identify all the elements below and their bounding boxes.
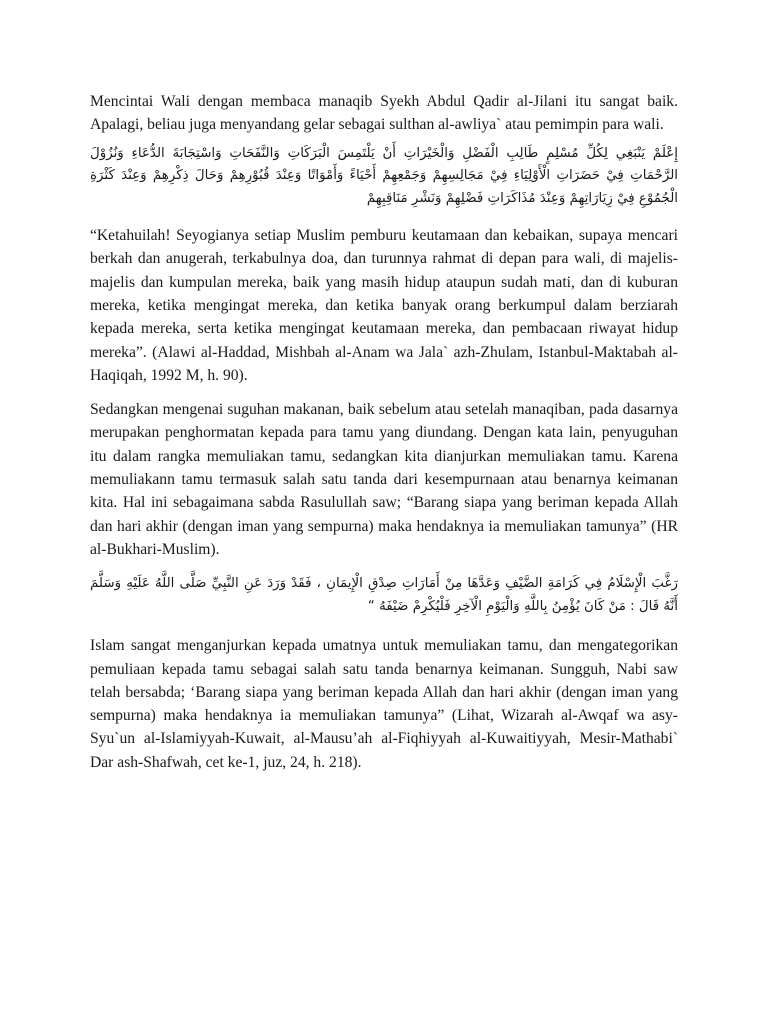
- arabic-quote-hadith: رَغَّبَ الْإِسْلَامُ فِي كَرَامَةِ الضَّيْفِ وَعَدَّهَا مِنْ أَمَارَاتِ صِدْقِ الْإِيمَانِ ، فَقَدْ وَرَدَ عَنِ النَّبِيِّ صَلَّى اللَّهُ عَلَيْهِ وَسَلَّمَ أَنَّهُ قَالَ : مَنْ كَانَ يُؤْمِنُ بِاللَّهِ وَالْيَوْمِ الْآخِرِ فَلْيُكْرِمْ ضَيْفَهُ “: [90, 576, 678, 614]
- arabic-quote-haddad: إِعْلَمْ يَنْبَغِي لِكُلِّ مُسْلِمٍ طَالِبِ الْفَضْلِ وَالْخَيْرَاتِ أَنْ يَلْتَمِسَ الْبَرَكَاتِ وَالنَّفَحَاتِ وَاسْتِجَابَةَ الدُّعَاءِ وَنُزُوْلَ الرَّحْمَاتِ فِيْ حَضَرَاتِ الْأَوْلِيَاءِ فِيْ مَجَالِسِهِمْ وَجَمْعِهِمْ أَحْيَاءً وَأَمْوَاتًا وَعِنْدَ قُبُوْرِهِمْ وَحَالَ ذِكْرِهِمْ وَعِنْدَ كَثْرَةِ الْجُمُوْعِ فِيْ زِيَارَاتِهِمْ وَعِنْدَ مُذَاكَرَاتِ فَضْلِهِمْ وَنَشْرِ مَنَاقِبِهِمْ: [90, 145, 678, 206]
- translation-paragraph: “Ketahuilah! Seyogianya setiap Muslim pemburu keutamaan dan kebaikan, supaya mencari berkah dan anugerah, terkabulnya doa, dan turunnya rahmat di depan para wali, di majelis-majelis dan kumpulan mereka, baik yang masih hidup ataupun sudah mati, dan di kuburan mereka, ketika mengingat mereka, dan ketika banyak orang berkumpul dalam berziarah kepada mereka, serta ketika mengingat keutamaan mereka, dan pembacaan riwayat hidup mereka”. (Alawi al-Haddad, Mishbah al-Anam wa Jala` azh-Zhulam, Istanbul-Maktabah al-Haqiqah, 1992 M, h. 90).: [90, 227, 678, 384]
- document-page: [90, 90, 678, 774]
- closing-paragraph: Islam sangat menganjurkan kepada umatnya untuk memuliakan tamu, dan mengategorikan pemuliaan kepada tamu sebagai salah satu tanda benarnya keimanan. Sungguh, Nabi saw telah bersabda; ‘Barang siapa yang beriman kepada Allah dan hari akhir (dengan iman yang sempurna) maka hendaknya ia memuliakan tamunya” (Lihat, Wizarah al-Awqaf wa asy-Syu`un al-Islamiyyah-Kuwait, al-Mausu’ah al-Fiqhiyyah al-Kuwaitiyyah, Mesir-Mathabi` Dar ash-Shafwah, cet ke-1, juz, 24, h. 218).: [90, 637, 678, 771]
- hospitality-paragraph: Sedangkan mengenai suguhan makanan, baik sebelum atau setelah manaqiban, pada dasarnya merupakan penghormatan kepada para tamu yang diundang. Dengan kata lain, penyuguhan itu dalam rangka memuliakan tamu, sedangkan kita dianjurkan memuliakan tamu. Karena memuliakann tamu termasuk salah satu tanda dari kesempurnaan atau benarnya keimanan kita. Hal ini sebagaimana sabda Rasulullah saw; “Barang siapa yang beriman kepada Allah dan hari akhir (dengan iman yang sempurna) maka hendaknya ia memuliakan tamunya” (HR al-Bukhari-Muslim).: [90, 401, 678, 558]
- intro-paragraph: Mencintai Wali dengan membaca manaqib Syekh Abdul Qadir al-Jilani itu sangat baik. Apalagi, beliau juga menyandang gelar sebagai sulthan al-awliya` atau pemimpin para wali.: [90, 93, 678, 134]
